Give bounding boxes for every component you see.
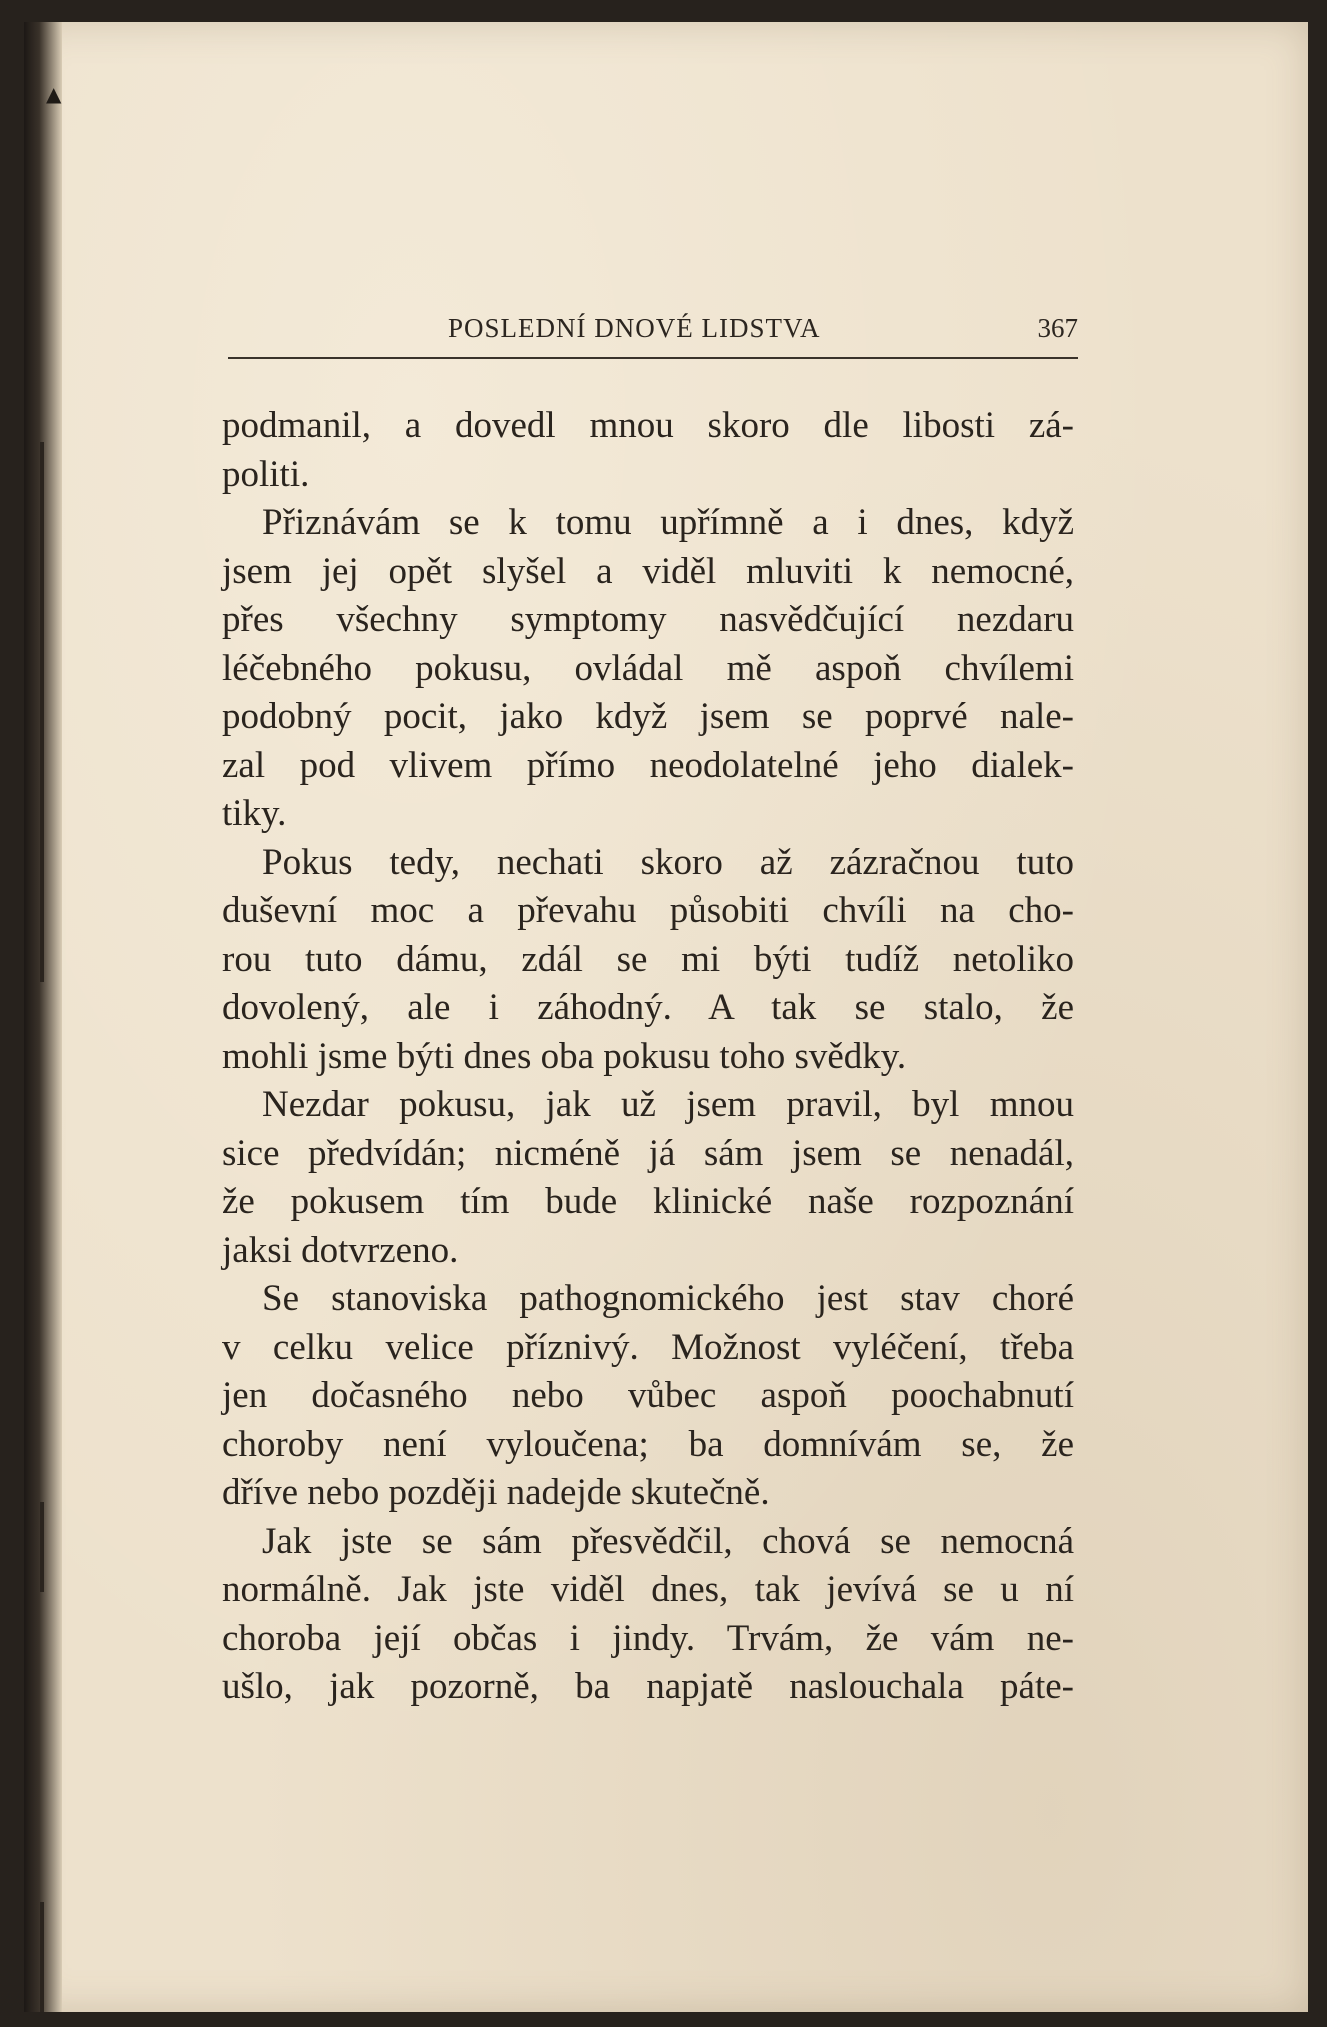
text-line: dříve nebo později nadejde skutečně. <box>222 1472 770 1513</box>
book-page <box>24 22 1308 2012</box>
margin-arrow-icon: ▲ <box>46 82 62 106</box>
text-line: rou tuto dámu, zdál se mi býti tudíž netoliko <box>222 938 1074 980</box>
paragraph <box>222 1518 1074 1712</box>
text-line: normálně. Jak jste viděl dnes, tak jevívá se u ní <box>222 1569 1074 1610</box>
paragraph <box>222 1275 1074 1518</box>
paragraph <box>222 402 1074 499</box>
text-line: v celku velice příznivý. Možnost vyléčení, třeba <box>222 1326 1074 1368</box>
paragraph <box>222 839 1074 1082</box>
paragraph <box>222 1081 1074 1275</box>
text-line: politi. <box>222 453 310 495</box>
gutter-line-mark <box>40 1902 44 2012</box>
text-line: že pokusem tím bude klinické naše rozpoznání <box>222 1181 1074 1222</box>
text-line: zal pod vlivem přímo neodolatelné jeho dialek- <box>222 744 1074 786</box>
page-number: 367 <box>1037 313 1078 343</box>
text-line: jen dočasného nebo vůbec aspoň poochabnutí <box>222 1375 1074 1416</box>
text-line: choroby není vyloučena; ba domnívám se, že <box>222 1423 1074 1465</box>
text-line: Pokus tedy, nechati skoro až zázračnou tuto <box>262 841 1074 883</box>
header-rule <box>228 357 1078 359</box>
text-line: jsem jej opět slyšel a viděl mluviti k nemocné, <box>222 550 1074 592</box>
text-line: mohli jsme býti dnes oba pokusu toho svědky. <box>222 1035 907 1077</box>
gutter-marks <box>40 22 62 2012</box>
text-line: Jak jste se sám přesvědčil, chová se nemocná <box>262 1520 1074 1562</box>
text-line: Se stanoviska pathognomického jest stav choré <box>262 1278 1074 1319</box>
text-line: ušlo, jak pozorně, ba napjatě naslouchala páte- <box>222 1666 1074 1707</box>
text-line: přes všechny symptomy nasvědčující nezdaru <box>222 599 1074 640</box>
text-line: dovolený, ale i záhodný. A tak se stalo, že <box>222 987 1074 1028</box>
gutter-line-mark <box>40 1502 44 1592</box>
body-text <box>222 402 1074 1712</box>
text-line: choroba její občas i jindy. Trvám, že vám ne- <box>222 1617 1074 1659</box>
text-line: duševní moc a převahu působiti chvíli na cho- <box>222 890 1074 931</box>
paragraph <box>222 499 1074 839</box>
text-line: Nezdar pokusu, jak už jsem pravil, byl mnou <box>262 1084 1074 1125</box>
text-line: Přiznávám se k tomu upřímně a i dnes, když <box>262 502 1074 543</box>
running-header <box>208 297 1078 357</box>
text-line: jaksi dotvrzeno. <box>222 1229 459 1271</box>
text-line: podmanil, a dovedl mnou skoro dle libosti zá- <box>222 405 1074 446</box>
text-line: tiky. <box>222 793 287 834</box>
text-line: podobný pocit, jako když jsem se poprvé nale- <box>222 696 1074 737</box>
text-line: léčebného pokusu, ovládal mě aspoň chvílemi <box>222 647 1074 689</box>
text-line: sice předvídán; nicméně já sám jsem se nenadál, <box>222 1132 1074 1174</box>
running-title: POSLEDNÍ DNOVÉ LIDSTVA <box>448 313 821 343</box>
gutter-line-mark <box>40 442 44 982</box>
